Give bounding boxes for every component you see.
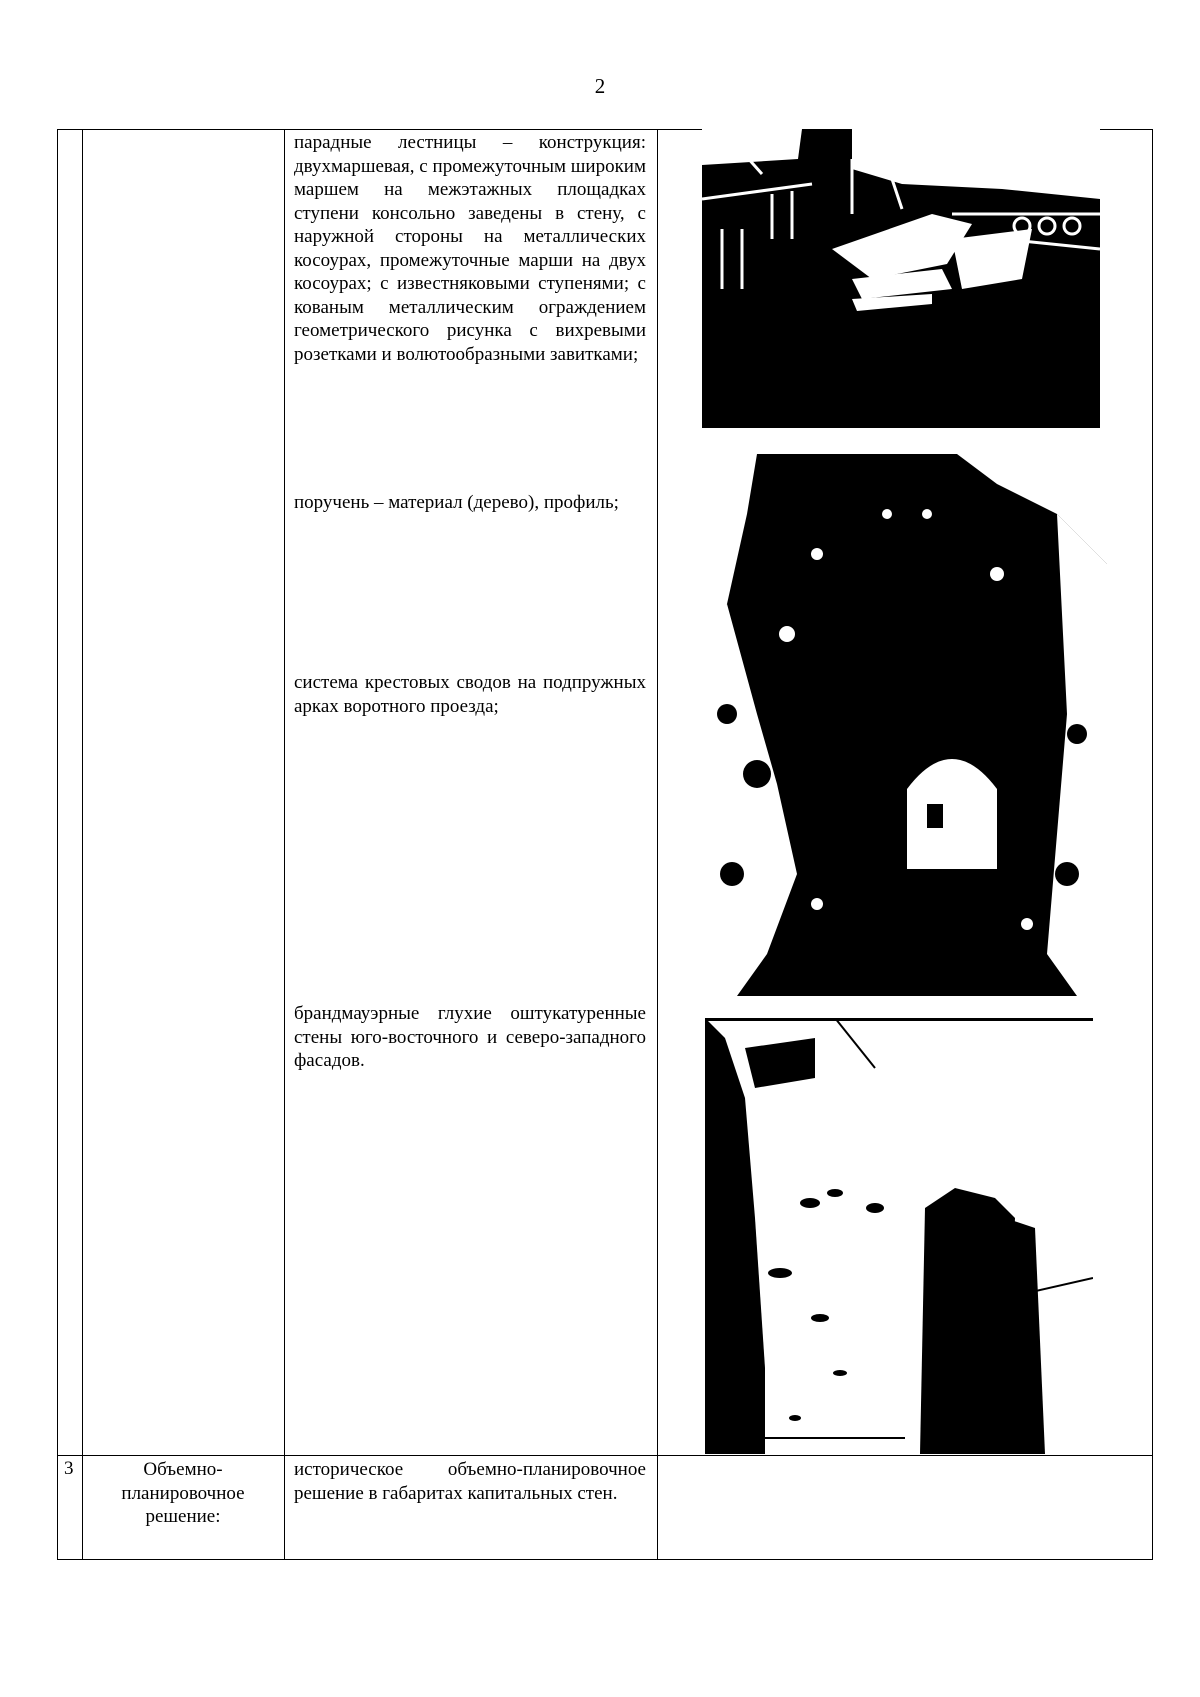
row-number: 3 bbox=[64, 1458, 74, 1479]
description-staircase: парадные лестницы – конструкция: двухмаршевая, с промежуточным широким маршем на межэтажных площадках ступени консольно заведены в стену, с наружной стороны на металлических косоурах, промежуточные марши на двух косоурах; с известняковыми ступенями; с кованым металлическим ограждением геометрического рисунка с вихревыми розетками и волютообразными завитками; bbox=[294, 132, 646, 365]
table-row-divider bbox=[57, 1455, 1153, 1456]
description-vaults: система крестовых сводов на подпружных арках воротного проезда; bbox=[294, 672, 646, 717]
table-col-divider-2 bbox=[284, 129, 285, 1560]
table-border-left bbox=[57, 129, 58, 1560]
page-number: 2 bbox=[594, 74, 606, 98]
table-border-right bbox=[1152, 129, 1153, 1560]
table-col-divider-3 bbox=[657, 129, 658, 1560]
description-volume-planning: историческое объемно-планировочное решение в габаритах капитальных стен. bbox=[294, 1459, 646, 1504]
row-label: Объемно-планировочное решение: bbox=[121, 1459, 245, 1527]
description-firewall-walls: брандмауэрные глухие оштукатуренные стены юго-восточного и северо-западного фасадов. bbox=[294, 1003, 646, 1071]
vaulted-passage-photo bbox=[697, 454, 1107, 996]
table-border-bottom bbox=[57, 1559, 1153, 1560]
staircase-photo bbox=[702, 129, 1100, 428]
description-handrail: поручень – материал (дерево), профиль; bbox=[294, 492, 619, 513]
firewall-facade-photo bbox=[705, 1018, 1093, 1454]
table-col-divider-1 bbox=[82, 129, 83, 1560]
